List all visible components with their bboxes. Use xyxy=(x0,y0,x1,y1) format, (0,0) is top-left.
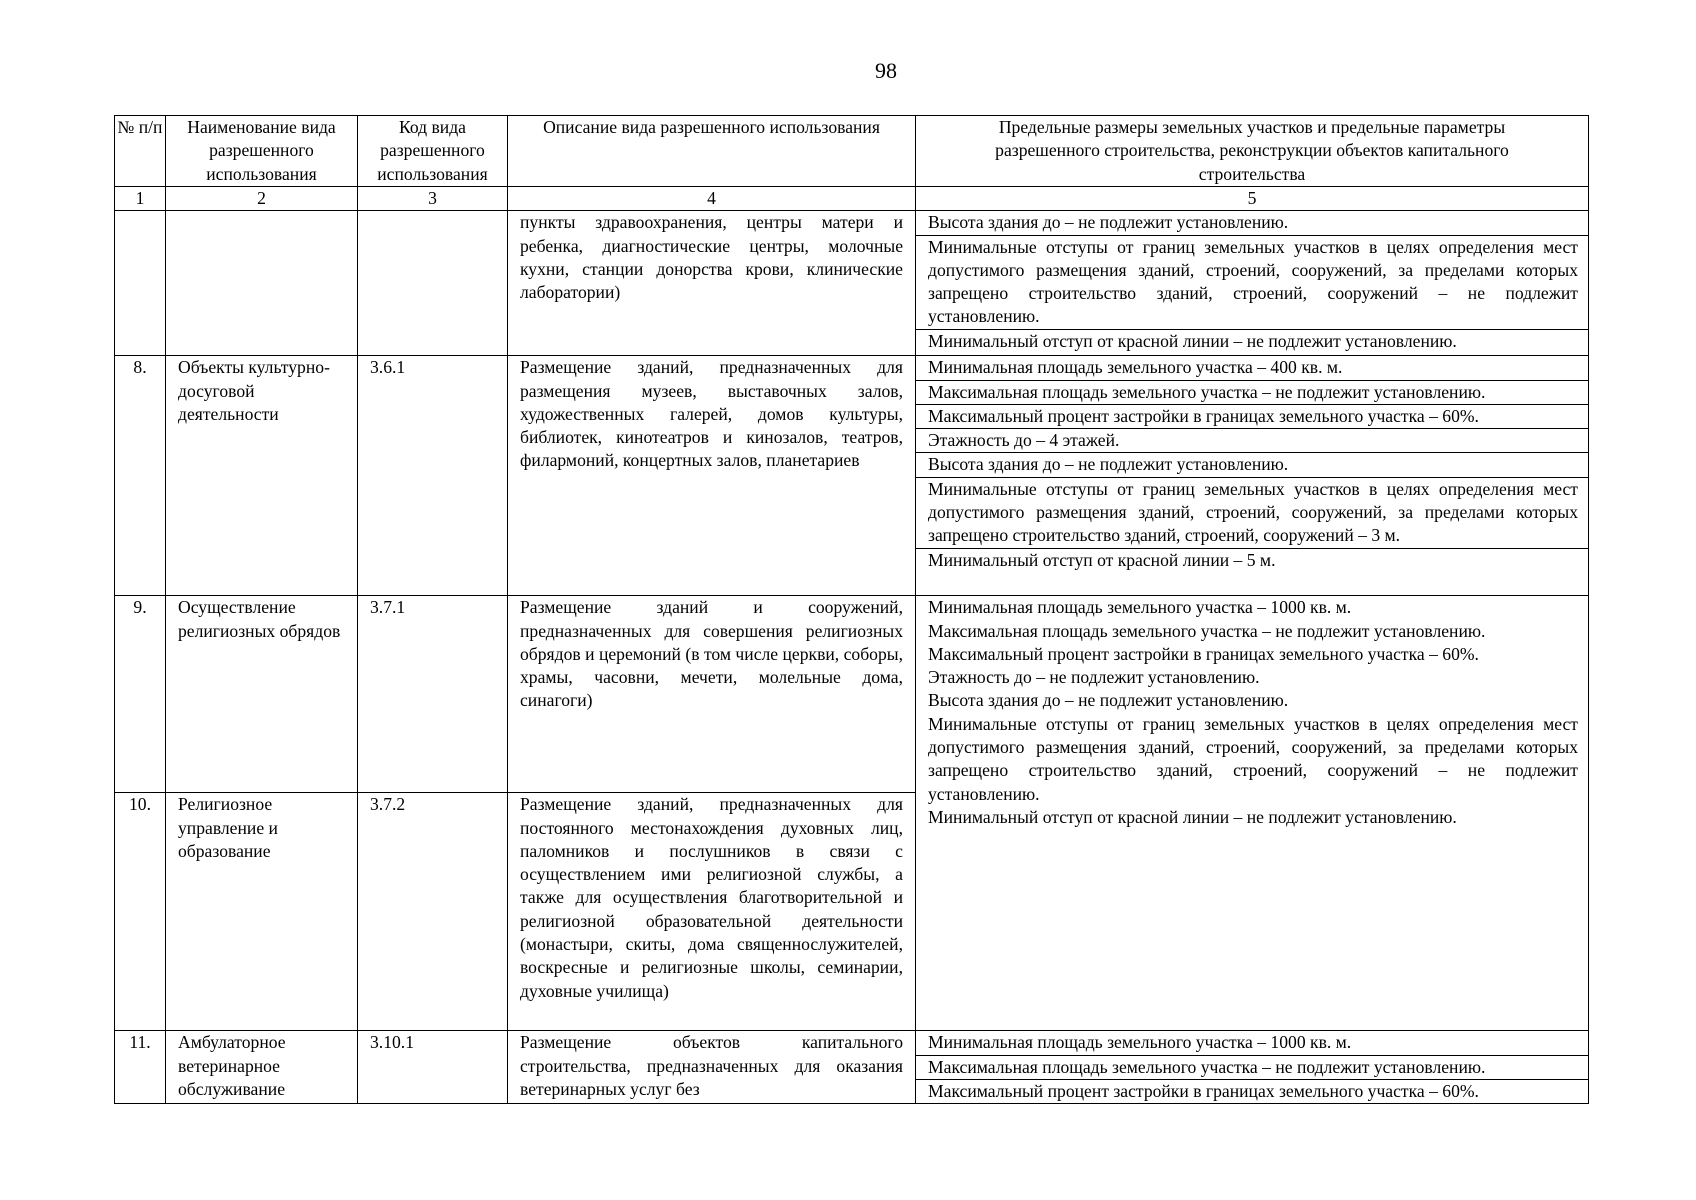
limit-line: Максимальный процент застройки в границах земельного участка – 60%. xyxy=(916,404,1588,428)
row-description: Размещение зданий, предназначенных для размещения музеев, выставочных залов, художественных галерей, домов культуры, библиотек, кинотеатров и кинозалов, театров, филармоний, концертных залов, планетариев xyxy=(508,356,916,596)
column-number: 1 xyxy=(115,187,166,211)
row-use-code: 3.7.1 xyxy=(358,596,508,793)
row-description: Размещение объектов капитального строительства, предназначенных для оказания ветеринарных услуг без xyxy=(508,1031,916,1104)
table-row xyxy=(115,211,1589,356)
header-description: Описание вида разрешенного использования xyxy=(508,116,916,187)
column-number: 3 xyxy=(358,187,508,211)
shared-limits-9-10 xyxy=(916,596,1589,1031)
row-description: Размещение зданий и сооружений, предназначенных для совершения религиозных обрядов и церемоний (в том числе церкви, соборы, храмы, часовни, мечети, молельные дома, синагоги) xyxy=(508,596,916,793)
row-use-code: 3.7.2 xyxy=(358,793,508,1031)
row-limits xyxy=(916,356,1589,596)
limit-line: Минимальная площадь земельного участка – 1000 кв. м. xyxy=(928,597,1352,618)
limit-line: Максимальный процент застройки в границах земельного участка – 60%. xyxy=(928,643,1479,664)
limit-line: Минимальный отступ от красной линии – не подлежит установлению. xyxy=(928,806,1457,827)
limit-line: Высота здания до – не подлежит установлению. xyxy=(916,452,1588,476)
limit-line: Этажность до – 4 этажей. xyxy=(916,428,1588,452)
header-limits: Предельные размеры земельных участков и предельные параметры разрешенного строительства, реконструкции объектов капитального строительства xyxy=(916,116,1589,187)
table-row xyxy=(115,1031,1589,1104)
row-number: 9. xyxy=(115,596,166,793)
limit-line: Минимальная площадь земельного участка – 1000 кв. м. xyxy=(928,1032,1352,1053)
limit-line: Минимальный отступ от красной линии – 5 м. xyxy=(916,548,1588,572)
row-number: 11. xyxy=(115,1031,166,1104)
limit-line: Минимальный отступ от красной линии – не подлежит установлению. xyxy=(916,329,1588,353)
row-limits xyxy=(916,211,1589,356)
page-number: 98 xyxy=(875,58,897,83)
row-use-code: 3.6.1 xyxy=(358,356,508,596)
header-name: Наименование вида разрешенного использования xyxy=(166,116,358,187)
column-number: 4 xyxy=(508,187,916,211)
header-number: № п/п xyxy=(115,116,166,187)
column-number: 2 xyxy=(166,187,358,211)
limit-line: Максимальная площадь земельного участка – не подлежит установлению. xyxy=(928,620,1486,641)
row-number: 10. xyxy=(115,793,166,1031)
row-number: 8. xyxy=(115,356,166,596)
limit-line: Минимальные отступы от границ земельных участков в целях определения мест допустимого размещения зданий, строений, сооружений, за пределами которых запрещено строительство зданий, строений, сооружений – не подлежит установлению. xyxy=(928,713,1578,804)
table-header-row xyxy=(115,116,1589,187)
limit-line: Высота здания до – не подлежит установлению. xyxy=(928,690,1289,711)
row-limits xyxy=(916,1031,1589,1104)
row-use-name: Амбулаторное ветеринарное обслуживание xyxy=(166,1031,358,1104)
limit-line: Высота здания до – не подлежит установлению. xyxy=(928,212,1289,233)
row-use-code xyxy=(358,211,508,356)
limit-line: Этажность до – не подлежит установлению. xyxy=(928,667,1260,688)
row-use-name xyxy=(166,211,358,356)
row-use-name: Объекты культурно-досуговой деятельности xyxy=(166,356,358,596)
header-code: Код вида разрешенного использования xyxy=(358,116,508,187)
row-description: пункты здравоохранения, центры матери и ребенка, диагностические центры, молочные кухни, станции донорства крови, клинические лаборатории) xyxy=(508,211,916,356)
permitted-use-table xyxy=(114,115,1589,1104)
table-row xyxy=(115,596,1589,793)
limit-line: Минимальные отступы от границ земельных участков в целях определения мест допустимого размещения зданий, строений, сооружений, за пределами которых запрещено строительство зданий, строений, сооружений – не подлежит установлению. xyxy=(916,235,1588,329)
limit-line: Минимальные отступы от границ земельных участков в целях определения мест допустимого размещения зданий, строений, сооружений, за пределами которых запрещено строительство зданий, строений, сооружений – 3 м. xyxy=(916,477,1588,548)
table-row xyxy=(115,356,1589,596)
row-use-name: Религиозное управление и образование xyxy=(166,793,358,1031)
limit-line: Максимальная площадь земельного участка – не подлежит установлению. xyxy=(916,380,1588,404)
limit-line: Минимальная площадь земельного участка – 400 кв. м. xyxy=(928,357,1343,378)
column-number: 5 xyxy=(916,187,1589,211)
row-description: Размещение зданий, предназначенных для постоянного местонахождения духовных лиц, паломников и послушников в связи с осуществлением ими религиозной службы, а также для осуществления благотворительной и религиозной образовательной деятельности (монастыри, скиты, дома священнослужителей, воскресные и религиозные школы, семинарии, духовные училища) xyxy=(508,793,916,1031)
column-number-row xyxy=(115,187,1589,211)
limit-line: Максимальная площадь земельного участка – не подлежит установлению. xyxy=(916,1055,1588,1079)
row-use-name: Осуществление религиозных обрядов xyxy=(166,596,358,793)
row-number xyxy=(115,211,166,356)
limit-line: Максимальный процент застройки в границах земельного участка – 60%. xyxy=(916,1079,1588,1103)
row-use-code: 3.10.1 xyxy=(358,1031,508,1104)
